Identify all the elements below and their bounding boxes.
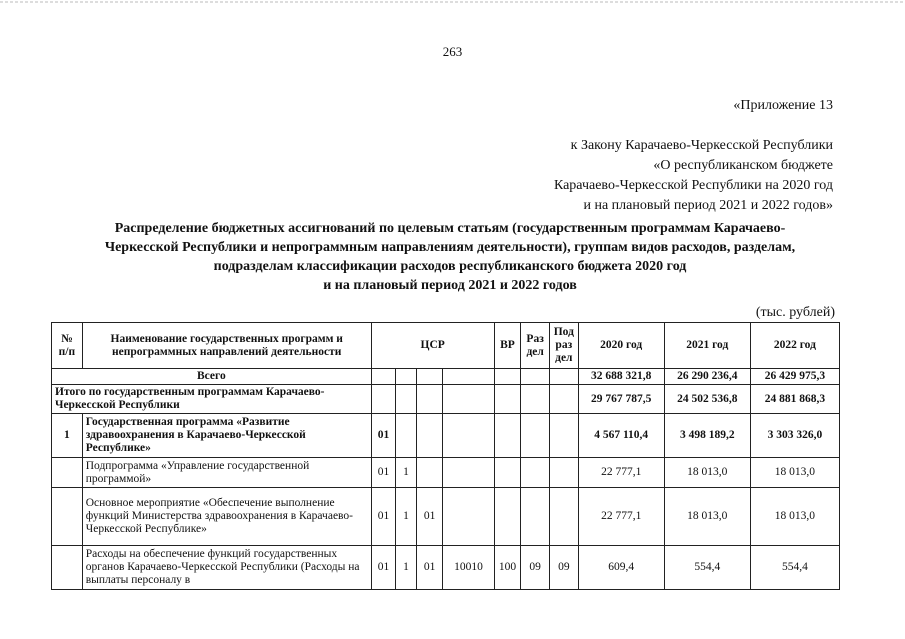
empty-cell bbox=[416, 385, 443, 414]
vr-code: 100 bbox=[494, 546, 521, 590]
empty-cell bbox=[443, 458, 494, 488]
empty-cell bbox=[416, 369, 443, 385]
page-number: 263 bbox=[442, 44, 463, 59]
units-label: (тыс. рублей) bbox=[755, 305, 835, 320]
csr-event-code: 01 bbox=[416, 546, 443, 590]
table-row-expenses bbox=[52, 546, 840, 590]
value-2021: 3 498 189,2 bbox=[664, 414, 750, 458]
table-row-programs-total bbox=[52, 385, 840, 414]
value-2021: 554,4 bbox=[664, 546, 750, 590]
row-name: Государственная программа «Развитие здравоохранения в Карачаево-Черкесской Республике» bbox=[82, 414, 371, 458]
document-title-line: Черкесской Республики и непрограммным направлениям деятельности), группам видов расходов, разделам, bbox=[104, 240, 796, 255]
value-2022: 554,4 bbox=[750, 546, 839, 590]
razdel-code: 09 bbox=[521, 546, 550, 590]
podrazdel-code: 09 bbox=[549, 546, 578, 590]
empty-cell bbox=[521, 458, 550, 488]
table-row-total bbox=[52, 369, 840, 385]
document-title-line: подразделам классификации расходов республиканского бюджета 2020 год bbox=[213, 259, 687, 274]
value-2021: 26 290 236,4 bbox=[664, 369, 750, 385]
empty-cell bbox=[443, 385, 494, 414]
csr-subprogram-code: 1 bbox=[396, 458, 416, 488]
empty-cell bbox=[416, 458, 443, 488]
header-razdel: Раз дел bbox=[521, 323, 550, 369]
empty-cell bbox=[521, 488, 550, 546]
value-2020: 609,4 bbox=[578, 546, 664, 590]
annex-law-reference bbox=[554, 136, 833, 216]
header-2020: 2020 год bbox=[578, 323, 664, 369]
empty-cell bbox=[494, 369, 521, 385]
csr-program-code: 01 bbox=[371, 488, 396, 546]
empty-cell bbox=[396, 414, 416, 458]
budget-table bbox=[51, 322, 840, 590]
header-name: Наименование государственных программ и непрограммных направлений деятельности bbox=[82, 323, 371, 369]
value-2022: 18 013,0 bbox=[750, 458, 839, 488]
value-2020: 29 767 787,5 bbox=[578, 385, 664, 414]
value-2022: 3 303 326,0 bbox=[750, 414, 839, 458]
empty-cell bbox=[549, 488, 578, 546]
empty-cell bbox=[443, 369, 494, 385]
empty-cell bbox=[494, 414, 521, 458]
empty-cell bbox=[521, 369, 550, 385]
empty-cell bbox=[549, 385, 578, 414]
document-title bbox=[40, 219, 860, 295]
header-2022: 2022 год bbox=[750, 323, 839, 369]
empty-cell bbox=[521, 385, 550, 414]
row-name: Расходы на обеспечение функций государственных органов Карачаево-Черкесской Республики (Расходы на выплаты персоналу в bbox=[82, 546, 371, 590]
document-title-line: Распределение бюджетных ассигнований по целевым статьям (государственным программам Карачаево- bbox=[114, 221, 786, 236]
csr-event-code: 01 bbox=[416, 488, 443, 546]
annex-law-line: к Закону Карачаево-Черкесской Республики bbox=[570, 138, 833, 153]
value-2021: 18 013,0 bbox=[664, 458, 750, 488]
row-number: 1 bbox=[52, 414, 83, 458]
empty-cell bbox=[549, 458, 578, 488]
csr-program-code: 01 bbox=[371, 414, 396, 458]
value-2021: 18 013,0 bbox=[664, 488, 750, 546]
empty-cell bbox=[52, 488, 83, 546]
annex-law-line: Карачаево-Черкесской Республики на 2020 год bbox=[553, 178, 833, 193]
document-title-line: и на плановый период 2021 и 2022 годов bbox=[323, 278, 577, 293]
empty-cell bbox=[494, 488, 521, 546]
header-podrazdel: Под раз дел bbox=[549, 323, 578, 369]
empty-cell bbox=[549, 369, 578, 385]
header-num: № п/п bbox=[52, 323, 83, 369]
empty-cell bbox=[371, 385, 396, 414]
empty-cell bbox=[521, 414, 550, 458]
empty-cell bbox=[549, 414, 578, 458]
annex-law-line: «О республиканском бюджете bbox=[653, 158, 833, 173]
header-csr: ЦСР bbox=[371, 323, 494, 369]
csr-program-code: 01 bbox=[371, 458, 396, 488]
annex-law-line: и на плановый период 2021 и 2022 годов» bbox=[583, 198, 833, 213]
header-2021: 2021 год bbox=[664, 323, 750, 369]
scan-edge-lines bbox=[0, 0, 905, 6]
row-name: Подпрограмма «Управление государственной программой» bbox=[82, 458, 371, 488]
value-2022: 18 013,0 bbox=[750, 488, 839, 546]
csr-subprogram-code: 1 bbox=[396, 546, 416, 590]
empty-cell bbox=[443, 414, 494, 458]
value-2020: 4 567 110,4 bbox=[578, 414, 664, 458]
value-2022: 26 429 975,3 bbox=[750, 369, 839, 385]
row-name: Всего bbox=[52, 369, 372, 385]
empty-cell bbox=[52, 458, 83, 488]
empty-cell bbox=[443, 488, 494, 546]
value-2022: 24 881 868,3 bbox=[750, 385, 839, 414]
empty-cell bbox=[396, 369, 416, 385]
table-row-program-1 bbox=[52, 414, 840, 458]
row-name: Итого по государственным программам Карачаево-Черкесской Республики bbox=[52, 385, 372, 414]
csr-program-code: 01 bbox=[371, 546, 396, 590]
value-2020: 22 777,1 bbox=[578, 488, 664, 546]
empty-cell bbox=[416, 414, 443, 458]
table-header-row bbox=[52, 323, 840, 369]
table-row-main-event bbox=[52, 488, 840, 546]
table-row-subprogram bbox=[52, 458, 840, 488]
value-2021: 24 502 536,8 bbox=[664, 385, 750, 414]
empty-cell bbox=[494, 385, 521, 414]
empty-cell bbox=[371, 369, 396, 385]
row-name: Основное мероприятие «Обеспечение выполнение функций Министерства здравоохранения в Карачаево-Черкесской Республике» bbox=[82, 488, 371, 546]
header-vr: ВР bbox=[494, 323, 521, 369]
empty-cell bbox=[52, 546, 83, 590]
value-2020: 32 688 321,8 bbox=[578, 369, 664, 385]
empty-cell bbox=[396, 385, 416, 414]
csr-subprogram-code: 1 bbox=[396, 488, 416, 546]
empty-cell bbox=[494, 458, 521, 488]
value-2020: 22 777,1 bbox=[578, 458, 664, 488]
csr-direction-code: 10010 bbox=[443, 546, 494, 590]
annex-title: «Приложение 13 bbox=[733, 98, 833, 113]
